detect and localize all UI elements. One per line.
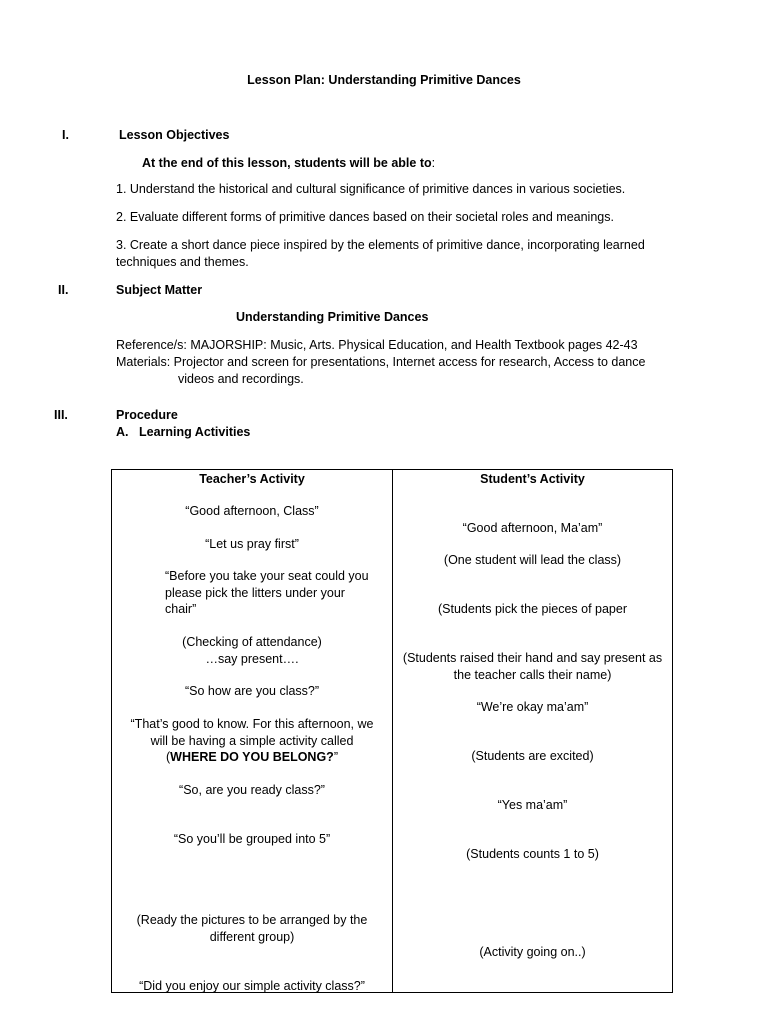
teacher-activity-intro-line-1: “That’s good to know. For this afternoon, we bbox=[130, 717, 374, 731]
student-counts: (Students counts 1 to 5) bbox=[466, 847, 599, 861]
teacher-attendance-line-2: …say present…. bbox=[205, 651, 299, 666]
student-okay: “We’re okay ma’am” bbox=[476, 700, 589, 714]
teacher-pick-litters-line-2: please pick the litters under your bbox=[165, 585, 345, 600]
teacher-grouping: “So you’ll be grouped into 5” bbox=[173, 832, 331, 846]
objective-3-line-2: techniques and themes. bbox=[116, 255, 249, 269]
teacher-pictures bbox=[112, 912, 392, 945]
student-attendance bbox=[393, 650, 672, 683]
activity-quote: ” bbox=[333, 750, 338, 764]
teacher-greeting: “Good afternoon, Class” bbox=[185, 504, 319, 518]
activity-name: WHERE DO YOU BELONG? bbox=[170, 750, 334, 764]
objective-1: 1. Understand the historical and cultural significance of primitive dances in various societies. bbox=[116, 182, 626, 196]
teacher-attendance bbox=[112, 634, 392, 667]
section-2-numeral: II. bbox=[58, 283, 69, 297]
subsection-a-letter: A. bbox=[116, 425, 129, 439]
section-2-heading: Subject Matter bbox=[116, 283, 203, 297]
student-column-header: Student’s Activity bbox=[480, 472, 585, 486]
objectives-intro bbox=[142, 156, 435, 170]
page-title: Lesson Plan: Understanding Primitive Dances bbox=[247, 73, 521, 87]
teacher-activity-intro-line-2: will be having a simple activity called bbox=[150, 733, 354, 748]
reference-line: Reference/s: MAJORSHIP: Music, Arts. Physical Education, and Health Textbook pages 42-43 bbox=[116, 338, 638, 352]
materials-line-2: videos and recordings. bbox=[178, 372, 304, 386]
subject-topic: Understanding Primitive Dances bbox=[236, 310, 429, 324]
student-attendance-line-2: the teacher calls their name) bbox=[453, 667, 612, 682]
teacher-attendance-line-1: (Checking of attendance) bbox=[182, 635, 322, 649]
student-greeting: “Good afternoon, Ma’am” bbox=[462, 521, 603, 535]
section-3-heading: Procedure bbox=[116, 408, 178, 422]
column-divider bbox=[392, 470, 393, 992]
teacher-pick-litters-line-3: chair” bbox=[165, 602, 197, 616]
subsection-a-heading: Learning Activities bbox=[139, 425, 251, 439]
section-1-heading: Lesson Objectives bbox=[119, 128, 230, 142]
teacher-activity-intro bbox=[112, 716, 392, 766]
student-yes: “Yes ma’am” bbox=[497, 798, 568, 812]
teacher-pick-litters-line-1: “Before you take your seat could you bbox=[165, 569, 369, 583]
teacher-how-are-you: “So how are you class?” bbox=[184, 684, 320, 698]
objective-3 bbox=[116, 237, 645, 271]
objectives-intro-colon: : bbox=[431, 156, 436, 170]
learning-activities-table bbox=[111, 469, 673, 993]
teacher-activity-intro-line-3 bbox=[112, 749, 392, 766]
student-attendance-line-1: (Students raised their hand and say present as bbox=[402, 651, 663, 665]
student-prayer: (One student will lead the class) bbox=[443, 553, 622, 567]
teacher-prayer: “Let us pray first” bbox=[205, 537, 299, 551]
teacher-enjoy-question: “Did you enjoy our simple activity class?” bbox=[139, 979, 365, 993]
section-1-numeral: I. bbox=[62, 128, 69, 142]
reference-materials bbox=[116, 337, 645, 388]
materials-line-1: Materials: Projector and screen for presentations, Internet access for research, Access to dance bbox=[116, 355, 646, 369]
teacher-column-header: Teacher’s Activity bbox=[199, 472, 305, 486]
teacher-ready: “So, are you ready class?” bbox=[179, 783, 325, 797]
teacher-pick-litters bbox=[165, 568, 369, 618]
objective-2: 2. Evaluate different forms of primitive dances based on their societal roles and meanings. bbox=[116, 210, 614, 224]
objective-3-line-1: 3. Create a short dance piece inspired by the elements of primitive dance, incorporating learned bbox=[116, 238, 645, 252]
teacher-pictures-line-2: different group) bbox=[209, 929, 295, 944]
activity-paren: ( bbox=[165, 750, 171, 764]
teacher-pictures-line-1: (Ready the pictures to be arranged by the bbox=[136, 913, 368, 927]
objectives-intro-text: At the end of this lesson, students will be able to bbox=[142, 156, 432, 170]
section-3-numeral: III. bbox=[54, 408, 68, 422]
student-pick-paper: (Students pick the pieces of paper bbox=[437, 602, 627, 616]
student-activity-going: (Activity going on..) bbox=[479, 945, 586, 959]
student-excited: (Students are excited) bbox=[471, 749, 594, 763]
